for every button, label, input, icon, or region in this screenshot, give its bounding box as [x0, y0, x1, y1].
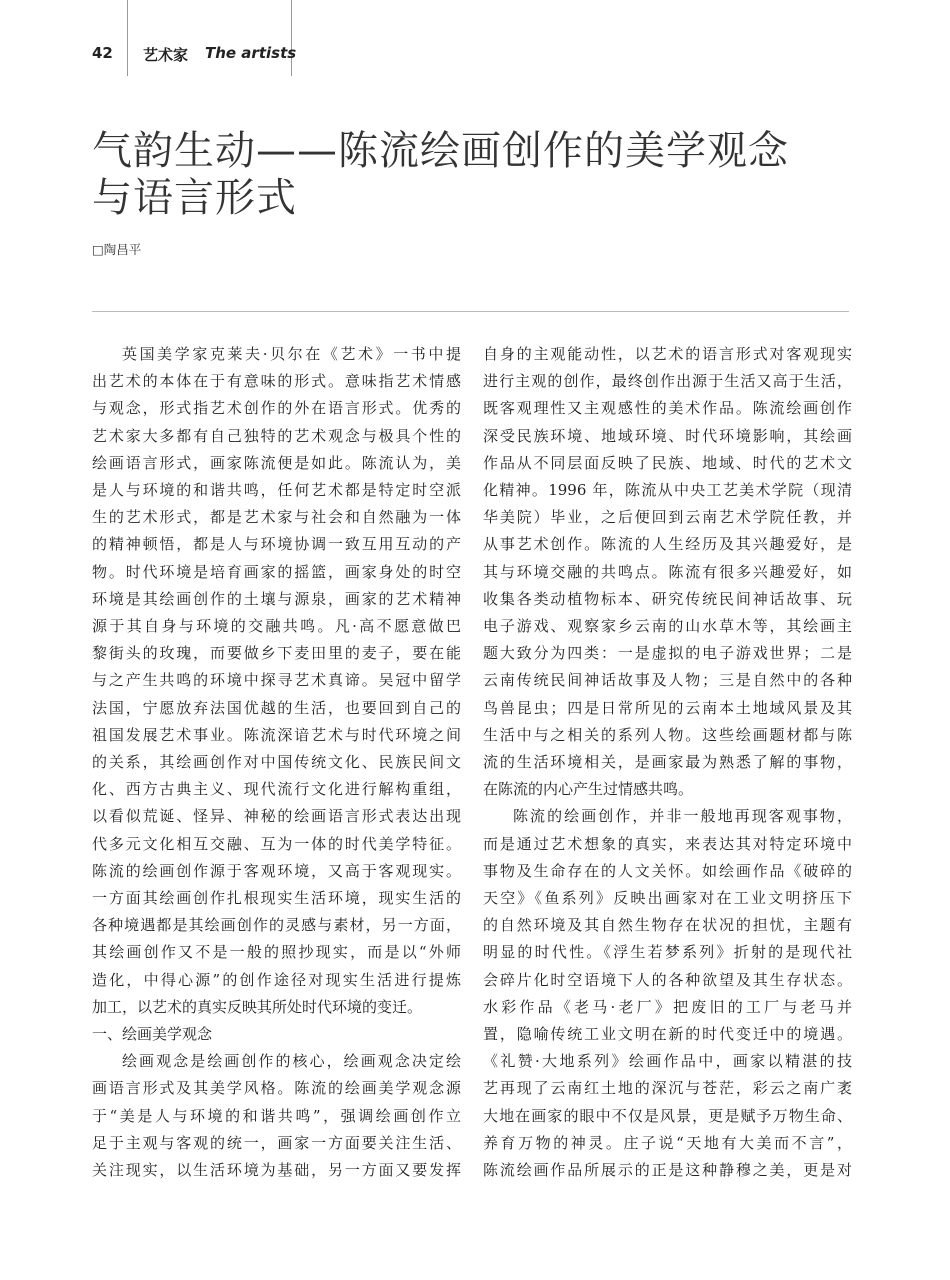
body-line: 陈流绘画作品所展示的正是这种静穆之美，更是对 [483, 1161, 852, 1180]
body-line: 大地在画家的眼中不仅是风景，更是赋予万物生命、 [483, 1106, 852, 1125]
author-byline: □陶昌平 [92, 242, 142, 257]
body-line: 养育万物的神灵。庄子说“天地有大美而不言”， [483, 1133, 852, 1152]
body-line: 水彩作品《老马·老厂》把废旧的工厂与老马并 [483, 997, 852, 1016]
body-line: 陈流的绘画创作源于客观环境，又高于客观现实。 [92, 861, 461, 880]
body-line: 华美院）毕业，之后便回到云南艺术学院任教，并 [483, 508, 852, 527]
body-line: 加工，以艺术的真实反映其所处时代环境的变迁。 [92, 997, 423, 1016]
body-line: 英国美学家克莱夫·贝尔在《艺术》一书中提 [122, 345, 461, 363]
body-line: 电子游戏、观察家乡云南的山水草木等，其绘画主 [483, 617, 852, 636]
body-line: 关注现实，以生活环境为基础，另一方面又要发挥 [92, 1161, 461, 1180]
body-line: 生活中与之相关的系列人物。这些绘画题材都与陈 [483, 725, 852, 744]
body-line: 化精神。1996 年，陈流从中央工艺美术学院（现清 [483, 481, 852, 500]
body-line: 作品从不同层面反映了民族、地域、时代的艺术文 [483, 453, 852, 472]
body-line: 陈流的绘画创作，并非一般地再现客观事物， [513, 807, 852, 826]
section-heading: 一、绘画美学观念 [92, 1025, 213, 1044]
body-line: 黎街头的玫瑰，而要做乡下麦田里的麦子，要在能 [92, 644, 461, 663]
header-rule [92, 311, 849, 312]
section-title-cn: 艺术家 [143, 46, 189, 64]
body-line: 收集各类动植物标本、研究传统民间神话故事、玩 [483, 589, 852, 608]
title-line-1: 气韵生动——陈流绘画创作的美学观念 [92, 128, 789, 174]
body-line: 物。时代环境是培育画家的摇篮，画家身处的时空 [92, 562, 461, 581]
body-line: 艺术家大多都有自己独特的艺术观念与极具个性的 [92, 426, 461, 445]
body-line: 在陈流的内心产生过情感共鸣。 [483, 780, 694, 799]
body-line: 云南传统民间神话故事及人物；三是自然中的各种 [483, 671, 852, 690]
body-line: 题大致分为四类：一是虚拟的电子游戏世界；二是 [483, 644, 852, 663]
body-line: 于“美是人与环境的和谐共鸣”，强调绘画创作立 [92, 1106, 461, 1125]
body-line: 与观念，形式指艺术创作的外在语言形式。优秀的 [92, 399, 461, 418]
body-line: 足于主观与客观的统一，画家一方面要关注生活、 [92, 1133, 461, 1152]
body-line: 的关系，其绘画创作对中国传统文化、民族民间文 [92, 753, 461, 772]
text-column-right [483, 341, 852, 1184]
body-line: 生的艺术形式，都是艺术家与社会和自然融为一体 [92, 508, 461, 527]
body-line: 的自然环境及其自然生物存在状况的担忧，主题有 [483, 916, 852, 935]
body-line: 其与环境交融的共鸣点。陈流有很多兴趣爱好，如 [483, 562, 852, 581]
body-line: 从事艺术创作。陈流的人生经历及其兴趣爱好，是 [483, 535, 852, 554]
body-line: 而是通过艺术想象的真实，来表达其对特定环境中 [483, 834, 852, 853]
body-line: 进行主观的创作，最终创作出源于生活又高于生活， [483, 372, 852, 391]
body-line: 天空》《鱼系列》反映出画家对在工业文明挤压下 [483, 889, 852, 908]
body-line: 明显的时代性。《浮生若梦系列》折射的是现代社 [483, 943, 852, 962]
body-line: 其绘画创作又不是一般的照抄现实，而是以“外师 [92, 943, 461, 962]
body-line: 与之产生共鸣的环境中探寻艺术真谛。吴冠中留学 [92, 671, 461, 690]
body-line: 源于其自身与环境的交融共鸣。凡·高不愿意做巴 [92, 617, 461, 636]
body-line: 造化，中得心源”的创作途径对现实生活进行提炼 [92, 970, 461, 989]
body-line: 代多元文化相互交融、互为一体的时代美学特征。 [92, 834, 461, 853]
body-line: 出艺术的本体在于有意味的形式。意味指艺术情感 [92, 372, 461, 391]
body-line: 既客观理性又主观感性的美术作品。陈流绘画创作 [483, 399, 852, 418]
title-line-2: 与语言形式 [92, 175, 297, 221]
body-line: 流的生活环境相关，是画家最为熟悉了解的事物， [483, 753, 852, 772]
body-line: 一方面其绘画创作扎根现实生活环境，现实生活的 [92, 889, 461, 908]
body-line: 环境是其绘画创作的土壤与源泉，画家的艺术精神 [92, 589, 461, 608]
header-divider-right [291, 0, 292, 76]
body-line: 以看似荒诞、怪异、神秘的绘画语言形式表达出现 [92, 807, 461, 826]
body-line: 祖国发展艺术事业。陈流深谙艺术与时代环境之间 [92, 725, 461, 744]
body-line: 鸟兽昆虫；四是日常所见的云南本土地域风景及其 [483, 698, 852, 717]
text-column-left [92, 341, 461, 1184]
body-line: 是人与环境的和谐共鸣，任何艺术都是特定时空派 [92, 481, 461, 500]
body-line: 绘画观念是绘画创作的核心，绘画观念决定绘 [122, 1052, 461, 1071]
body-line: 置，隐喻传统工业文明在新的时代变迁中的境遇。 [483, 1025, 852, 1044]
body-line: 深受民族环境、地域环境、时代环境影响，其绘画 [483, 426, 852, 445]
page-number: 42 [92, 44, 113, 62]
body-line: 自身的主观能动性，以艺术的语言形式对客观现实 [483, 345, 852, 363]
body-line: 法国，宁愿放弃法国优越的生活，也要回到自己的 [92, 698, 461, 717]
body-line: 化、西方古典主义、现代流行文化进行解构重组， [92, 780, 461, 799]
section-title-en: The artists [205, 44, 297, 62]
body-line: 绘画语言形式，画家陈流便是如此。陈流认为，美 [92, 453, 461, 472]
header-divider-left [127, 0, 128, 76]
body-line: 画语言形式及其美学风格。陈流的绘画美学观念源 [92, 1079, 461, 1098]
body-line: 艺再现了云南红土地的深沉与苍茫，彩云之南广袤 [483, 1079, 852, 1098]
body-line: 会碎片化时空语境下人的各种欲望及其生存状态。 [483, 970, 852, 989]
article-title [92, 128, 872, 222]
body-line: 各种境遇都是其绘画创作的灵感与素材，另一方面， [92, 916, 461, 935]
body-line: 事物及生命存在的人文关怀。如绘画作品《破碎的 [483, 861, 852, 880]
body-line: 《礼赞·大地系列》绘画作品中，画家以精湛的技 [483, 1052, 852, 1071]
body-line: 的精神顿悟，都是人与环境协调一致互用互动的产 [92, 535, 461, 554]
